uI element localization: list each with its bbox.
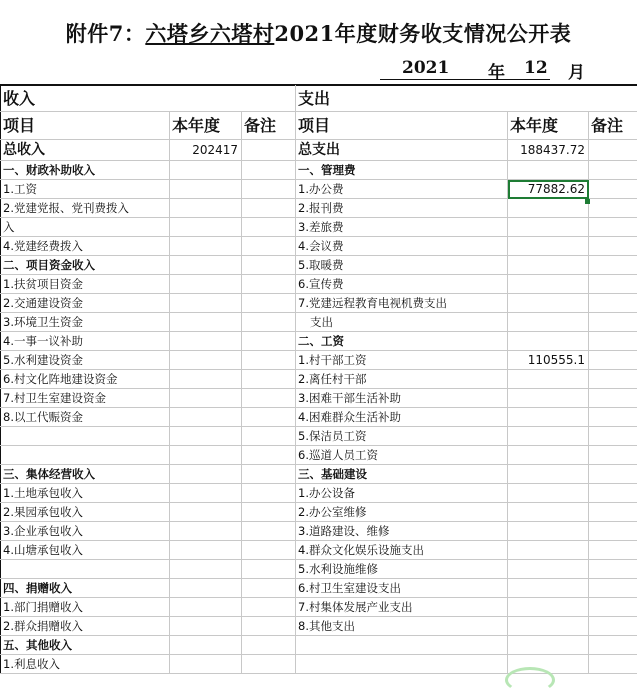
table-row bbox=[1, 332, 637, 351]
income-amount-cell[interactable] bbox=[170, 389, 242, 408]
table-row bbox=[1, 636, 637, 655]
income-note-cell[interactable] bbox=[242, 256, 296, 275]
expense-amount-cell[interactable] bbox=[508, 636, 589, 655]
expense-note-cell[interactable] bbox=[589, 446, 637, 465]
expense-amount-cell[interactable] bbox=[508, 313, 589, 332]
income-item-cell[interactable]: 2.党建党报、党刊费拨入 bbox=[1, 199, 170, 218]
expense-item-cell[interactable]: 6.村卫生室建设支出 bbox=[296, 579, 508, 598]
income-note-cell[interactable] bbox=[242, 541, 296, 560]
expense-item-cell[interactable]: 1.村干部工资 bbox=[296, 351, 508, 370]
income-amount-cell[interactable] bbox=[170, 332, 242, 351]
income-item-cell[interactable]: 1.工资 bbox=[1, 180, 170, 199]
expense-col-item[interactable]: 项目 bbox=[296, 112, 508, 140]
income-item-cell[interactable]: 7.村卫生室建设资金 bbox=[1, 389, 170, 408]
income-note-cell[interactable] bbox=[242, 218, 296, 237]
sheet-title bbox=[0, 18, 637, 48]
income-item-cell[interactable]: 1.利息收入 bbox=[1, 655, 170, 674]
income-note-cell[interactable] bbox=[242, 351, 296, 370]
expense-total-value[interactable]: 188437.72 bbox=[508, 140, 589, 161]
expense-amount-cell[interactable] bbox=[508, 579, 589, 598]
expense-note-cell[interactable] bbox=[589, 636, 637, 655]
income-note-cell[interactable] bbox=[242, 427, 296, 446]
expense-item-cell[interactable]: 5.保洁员工资 bbox=[296, 427, 508, 446]
expense-amount-cell[interactable] bbox=[508, 389, 589, 408]
expense-item-cell[interactable]: 1.办公费 bbox=[296, 180, 508, 199]
expense-amount-cell[interactable] bbox=[508, 560, 589, 579]
expense-amount-cell[interactable] bbox=[508, 617, 589, 636]
expense-note-cell[interactable] bbox=[589, 579, 637, 598]
expense-total-note[interactable] bbox=[589, 140, 637, 161]
income-note-cell[interactable] bbox=[242, 465, 296, 484]
expense-item-cell[interactable]: 2.离任村干部 bbox=[296, 370, 508, 389]
expense-item-cell[interactable]: 7.村集体发展产业支出 bbox=[296, 598, 508, 617]
income-amount-cell[interactable] bbox=[170, 484, 242, 503]
income-amount-cell[interactable] bbox=[170, 237, 242, 256]
table-row bbox=[1, 541, 637, 560]
income-item-cell[interactable]: 6.村文化阵地建设资金 bbox=[1, 370, 170, 389]
expense-note-cell[interactable] bbox=[589, 275, 637, 294]
date-year-label: 年 bbox=[488, 58, 505, 83]
table-row bbox=[1, 560, 637, 579]
expense-col-note[interactable]: 备注 bbox=[589, 112, 637, 140]
expense-item-cell[interactable]: 6.巡道人员工资 bbox=[296, 446, 508, 465]
table-row bbox=[1, 598, 637, 617]
expense-amount-cell[interactable] bbox=[508, 541, 589, 560]
expense-note-cell[interactable] bbox=[589, 617, 637, 636]
income-amount-cell[interactable] bbox=[170, 465, 242, 484]
expense-note-cell[interactable] bbox=[589, 180, 637, 199]
expense-note-cell[interactable] bbox=[589, 313, 637, 332]
expense-item-cell[interactable]: 4.群众文化娱乐设施支出 bbox=[296, 541, 508, 560]
column-header-row bbox=[1, 112, 637, 140]
table-row bbox=[1, 218, 637, 237]
table-row bbox=[1, 351, 637, 370]
income-amount-cell[interactable] bbox=[170, 408, 242, 427]
income-amount-cell[interactable] bbox=[170, 617, 242, 636]
expense-amount-cell[interactable] bbox=[508, 446, 589, 465]
expense-col-amount[interactable]: 本年度 bbox=[508, 112, 589, 140]
table-row bbox=[1, 389, 637, 408]
income-item-cell[interactable]: 3.企业承包收入 bbox=[1, 522, 170, 541]
table-row bbox=[1, 522, 637, 541]
table-row bbox=[1, 408, 637, 427]
expense-item-cell[interactable]: 2.报刊费 bbox=[296, 199, 508, 218]
expense-amount-cell[interactable] bbox=[508, 294, 589, 313]
income-amount-cell[interactable] bbox=[170, 218, 242, 237]
table-row bbox=[1, 161, 637, 180]
expense-amount-cell[interactable] bbox=[508, 332, 589, 351]
income-col-note[interactable]: 备注 bbox=[242, 112, 296, 140]
income-item-cell[interactable]: 1.部门捐赠收入 bbox=[1, 598, 170, 617]
expense-note-cell[interactable] bbox=[589, 351, 637, 370]
expense-total-label[interactable]: 总支出 bbox=[296, 140, 508, 161]
income-amount-cell[interactable] bbox=[170, 579, 242, 598]
income-note-cell[interactable] bbox=[242, 389, 296, 408]
income-note-cell[interactable] bbox=[242, 617, 296, 636]
income-note-cell[interactable] bbox=[242, 484, 296, 503]
total-row bbox=[1, 140, 637, 161]
income-col-item[interactable]: 项目 bbox=[1, 112, 170, 140]
expense-item-cell[interactable]: 4.困难群众生活补助 bbox=[296, 408, 508, 427]
expense-note-cell[interactable] bbox=[589, 408, 637, 427]
income-item-cell[interactable]: 3.环境卫生资金 bbox=[1, 313, 170, 332]
date-underline bbox=[380, 79, 550, 80]
title-village-name: 六塔乡六塔村 bbox=[145, 21, 274, 46]
income-header[interactable]: 收入 bbox=[1, 86, 296, 112]
income-amount-cell[interactable] bbox=[170, 256, 242, 275]
expense-item-cell[interactable]: 3.差旅费 bbox=[296, 218, 508, 237]
table-row bbox=[1, 180, 637, 199]
expense-item-cell[interactable]: 3.道路建设、维修 bbox=[296, 522, 508, 541]
income-note-cell[interactable] bbox=[242, 199, 296, 218]
expense-note-cell[interactable] bbox=[589, 256, 637, 275]
income-amount-cell[interactable] bbox=[170, 161, 242, 180]
expense-note-cell[interactable] bbox=[589, 655, 637, 674]
loading-spinner-icon bbox=[505, 667, 555, 693]
expense-item-cell[interactable]: 3.困难干部生活补助 bbox=[296, 389, 508, 408]
expense-item-cell[interactable]: 支出 bbox=[296, 313, 508, 332]
expense-note-cell[interactable] bbox=[589, 503, 637, 522]
date-year: 2021 bbox=[402, 58, 449, 78]
income-item-cell[interactable]: 8.以工代赈资金 bbox=[1, 408, 170, 427]
income-note-cell[interactable] bbox=[242, 294, 296, 313]
table-row bbox=[1, 294, 637, 313]
income-note-cell[interactable] bbox=[242, 370, 296, 389]
table-row bbox=[1, 579, 637, 598]
expense-item-cell[interactable]: 二、工资 bbox=[296, 332, 508, 351]
income-amount-cell[interactable] bbox=[170, 503, 242, 522]
title-suffix: 2021年度财务收支情况公开表 bbox=[274, 21, 571, 46]
table-row bbox=[1, 484, 637, 503]
income-note-cell[interactable] bbox=[242, 560, 296, 579]
expense-item-cell[interactable]: 5.水利设施维修 bbox=[296, 560, 508, 579]
income-item-cell[interactable] bbox=[1, 427, 170, 446]
table-row bbox=[1, 465, 637, 484]
expense-amount-cell[interactable] bbox=[508, 427, 589, 446]
expense-note-cell[interactable] bbox=[589, 484, 637, 503]
date-month: 12 bbox=[524, 58, 548, 78]
income-amount-cell[interactable] bbox=[170, 655, 242, 674]
income-note-cell[interactable] bbox=[242, 237, 296, 256]
income-amount-cell[interactable] bbox=[170, 370, 242, 389]
income-item-cell[interactable]: 一、财政补助收入 bbox=[1, 161, 170, 180]
income-amount-cell[interactable] bbox=[170, 541, 242, 560]
expense-amount-cell[interactable] bbox=[508, 408, 589, 427]
income-note-cell[interactable] bbox=[242, 522, 296, 541]
table-row bbox=[1, 446, 637, 465]
income-amount-cell[interactable] bbox=[170, 522, 242, 541]
income-item-cell[interactable]: 2.果园承包收入 bbox=[1, 503, 170, 522]
expense-note-cell[interactable] bbox=[589, 465, 637, 484]
income-item-cell[interactable]: 四、捐赠收入 bbox=[1, 579, 170, 598]
income-amount-cell[interactable] bbox=[170, 427, 242, 446]
income-total-value[interactable]: 202417 bbox=[170, 140, 242, 161]
income-amount-cell[interactable] bbox=[170, 180, 242, 199]
expense-note-cell[interactable] bbox=[589, 161, 637, 180]
income-item-cell[interactable]: 2.群众捐赠收入 bbox=[1, 617, 170, 636]
expense-note-cell[interactable] bbox=[589, 541, 637, 560]
expense-note-cell[interactable] bbox=[589, 598, 637, 617]
expense-amount-cell[interactable] bbox=[508, 237, 589, 256]
table-row bbox=[1, 427, 637, 446]
expense-item-cell[interactable] bbox=[296, 655, 508, 674]
income-item-cell[interactable]: 1.扶贫项目资金 bbox=[1, 275, 170, 294]
income-item-cell[interactable]: 五、其他收入 bbox=[1, 636, 170, 655]
expense-item-cell[interactable]: 4.会议费 bbox=[296, 237, 508, 256]
income-note-cell[interactable] bbox=[242, 332, 296, 351]
date-month-label: 月 bbox=[568, 58, 585, 83]
income-amount-cell[interactable] bbox=[170, 313, 242, 332]
table-row bbox=[1, 617, 637, 636]
income-total-note[interactable] bbox=[242, 140, 296, 161]
table-row bbox=[1, 370, 637, 389]
expense-item-cell[interactable]: 8.其他支出 bbox=[296, 617, 508, 636]
expense-amount-cell[interactable] bbox=[508, 484, 589, 503]
expense-note-cell[interactable] bbox=[589, 370, 637, 389]
income-item-cell[interactable]: 4.一事一议补助 bbox=[1, 332, 170, 351]
expense-amount-cell[interactable] bbox=[508, 218, 589, 237]
income-col-amount[interactable]: 本年度 bbox=[170, 112, 242, 140]
income-item-cell[interactable] bbox=[1, 446, 170, 465]
income-item-cell[interactable]: 入 bbox=[1, 218, 170, 237]
income-note-cell[interactable] bbox=[242, 636, 296, 655]
income-amount-cell[interactable] bbox=[170, 446, 242, 465]
income-amount-cell[interactable] bbox=[170, 275, 242, 294]
income-amount-cell[interactable] bbox=[170, 560, 242, 579]
income-amount-cell[interactable] bbox=[170, 351, 242, 370]
expense-amount-cell[interactable] bbox=[508, 199, 589, 218]
expense-item-cell[interactable]: 5.取暖费 bbox=[296, 256, 508, 275]
table-row bbox=[1, 256, 637, 275]
income-note-cell[interactable] bbox=[242, 598, 296, 617]
expense-amount-cell[interactable] bbox=[508, 522, 589, 541]
expense-item-cell[interactable]: 7.党建远程教育电视机费支出 bbox=[296, 294, 508, 313]
expense-amount-cell[interactable]: 110555.1 bbox=[508, 351, 589, 370]
expense-amount-cell[interactable] bbox=[508, 598, 589, 617]
table-row bbox=[1, 199, 637, 218]
income-item-cell[interactable]: 2.交通建设资金 bbox=[1, 294, 170, 313]
finance-table bbox=[0, 85, 637, 674]
income-note-cell[interactable] bbox=[242, 655, 296, 674]
expense-amount-cell[interactable] bbox=[508, 275, 589, 294]
expense-amount-cell[interactable] bbox=[508, 503, 589, 522]
expense-amount-cell[interactable] bbox=[508, 370, 589, 389]
income-note-cell[interactable] bbox=[242, 446, 296, 465]
income-item-cell[interactable]: 5.水利建设资金 bbox=[1, 351, 170, 370]
expense-note-cell[interactable] bbox=[589, 332, 637, 351]
table-row bbox=[1, 275, 637, 294]
expense-note-cell[interactable] bbox=[589, 199, 637, 218]
expense-item-cell[interactable]: 三、基础建设 bbox=[296, 465, 508, 484]
income-item-cell[interactable]: 三、集体经营收入 bbox=[1, 465, 170, 484]
income-total-label[interactable]: 总收入 bbox=[1, 140, 170, 161]
expense-item-cell[interactable]: 1.办公设备 bbox=[296, 484, 508, 503]
income-note-cell[interactable] bbox=[242, 579, 296, 598]
income-item-cell[interactable]: 1.土地承包收入 bbox=[1, 484, 170, 503]
expense-item-cell[interactable]: 一、管理费 bbox=[296, 161, 508, 180]
income-item-cell[interactable]: 二、项目资金收入 bbox=[1, 256, 170, 275]
expense-amount-cell[interactable] bbox=[508, 161, 589, 180]
income-amount-cell[interactable] bbox=[170, 199, 242, 218]
expense-note-cell[interactable] bbox=[589, 560, 637, 579]
selected-cell[interactable]: 77882.62 bbox=[508, 180, 589, 199]
expense-amount-cell[interactable] bbox=[508, 256, 589, 275]
table-row bbox=[1, 237, 637, 256]
income-item-cell[interactable] bbox=[1, 560, 170, 579]
table-row bbox=[1, 503, 637, 522]
table-row bbox=[1, 313, 637, 332]
income-item-cell[interactable]: 4.山塘承包收入 bbox=[1, 541, 170, 560]
title-prefix: 附件7： bbox=[66, 21, 146, 46]
expense-amount-cell[interactable] bbox=[508, 465, 589, 484]
income-note-cell[interactable] bbox=[242, 313, 296, 332]
expense-note-cell[interactable] bbox=[589, 427, 637, 446]
expense-note-cell[interactable] bbox=[589, 294, 637, 313]
expense-note-cell[interactable] bbox=[589, 522, 637, 541]
expense-header[interactable]: 支出 bbox=[296, 86, 637, 112]
income-note-cell[interactable] bbox=[242, 275, 296, 294]
expense-note-cell[interactable] bbox=[589, 237, 637, 256]
income-note-cell[interactable] bbox=[242, 161, 296, 180]
section-header-row bbox=[1, 86, 637, 112]
income-note-cell[interactable] bbox=[242, 180, 296, 199]
expense-item-cell[interactable] bbox=[296, 636, 508, 655]
expense-item-cell[interactable]: 2.办公室维修 bbox=[296, 503, 508, 522]
expense-item-cell[interactable]: 6.宣传费 bbox=[296, 275, 508, 294]
income-note-cell[interactable] bbox=[242, 503, 296, 522]
income-amount-cell[interactable] bbox=[170, 598, 242, 617]
fill-handle[interactable] bbox=[585, 199, 590, 204]
income-note-cell[interactable] bbox=[242, 408, 296, 427]
income-item-cell[interactable]: 4.党建经费拨入 bbox=[1, 237, 170, 256]
expense-note-cell[interactable] bbox=[589, 218, 637, 237]
income-amount-cell[interactable] bbox=[170, 294, 242, 313]
income-amount-cell[interactable] bbox=[170, 636, 242, 655]
expense-note-cell[interactable] bbox=[589, 389, 637, 408]
